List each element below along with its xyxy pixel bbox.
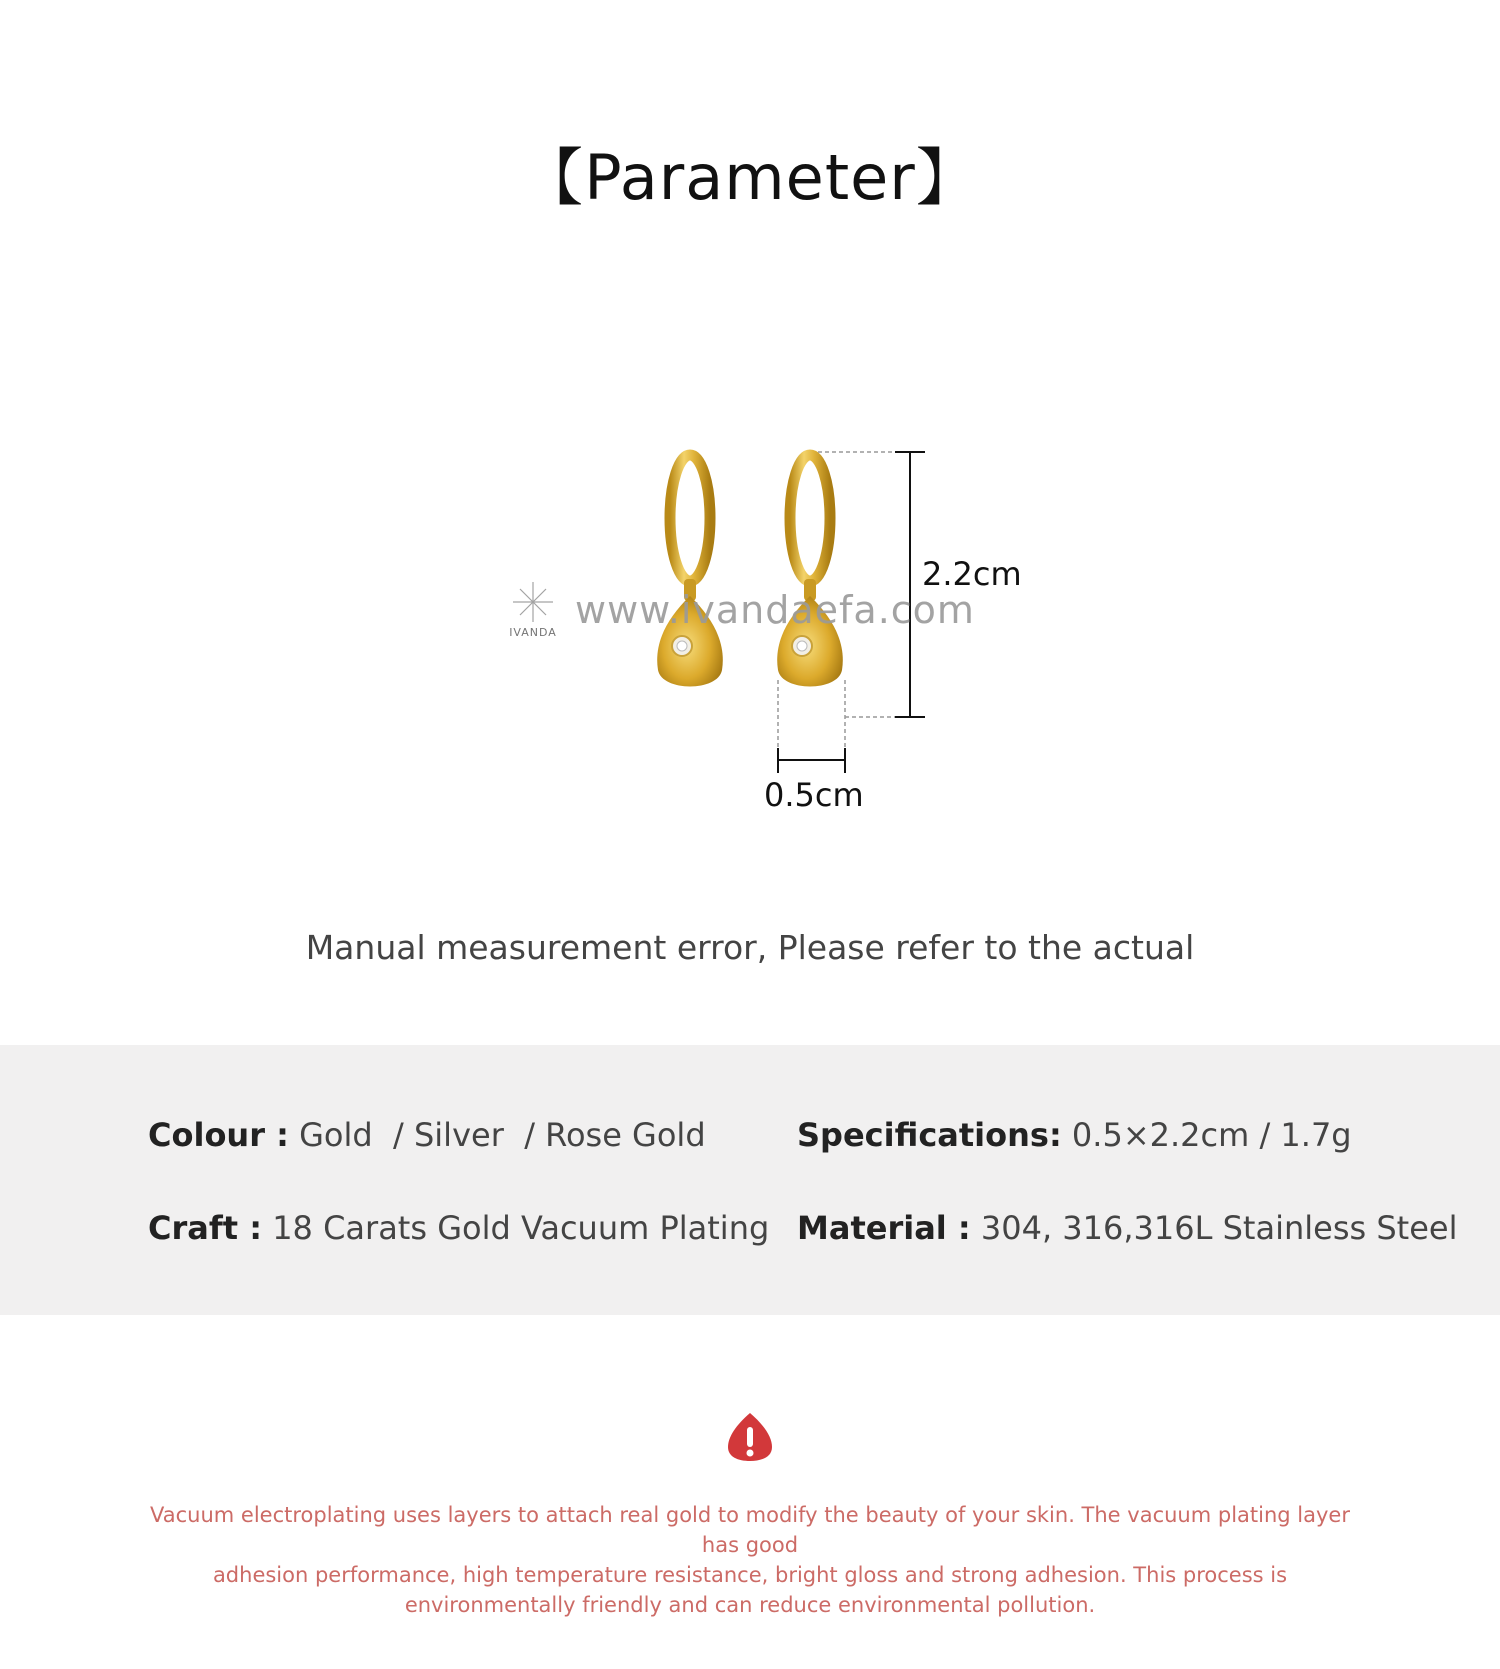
left-earring xyxy=(657,455,723,687)
exclamation-icon xyxy=(726,1411,774,1463)
width-label: 0.5cm xyxy=(764,776,864,814)
spec-specifications-label: Specifications: xyxy=(797,1116,1062,1154)
right-earring xyxy=(777,455,843,687)
spec-craft xyxy=(148,1209,769,1247)
spec-colour xyxy=(148,1116,706,1154)
spec-colour-value: Gold / Silver / Rose Gold xyxy=(299,1116,706,1154)
spec-material-value: 304, 316,316L Stainless Steel xyxy=(980,1209,1458,1247)
spec-specifications xyxy=(797,1116,1352,1154)
warning-line-2: adhesion performance, high temperature resistance, bright gloss and strong adhesion. This process is xyxy=(212,1563,1288,1587)
spec-craft-value: 18 Carats Gold Vacuum Plating xyxy=(272,1209,770,1247)
warning-text xyxy=(150,1500,1350,1620)
spec-craft-label: Craft : xyxy=(148,1209,263,1247)
warning-line-3: environmentally friendly and can reduce environmental pollution. xyxy=(404,1593,1096,1617)
watermark xyxy=(505,580,975,639)
spec-material-label: Material : xyxy=(797,1209,971,1247)
specs-panel xyxy=(0,1045,1500,1315)
measurement-note: Manual measurement error, Please refer to the actual xyxy=(305,928,1195,967)
width-measure xyxy=(778,748,845,773)
height-label: 2.2cm xyxy=(922,555,1022,593)
watermark-url: www.ivandaefa.com xyxy=(575,587,975,632)
warning-line-1: Vacuum electroplating uses layers to attach real gold to modify the beauty of your skin. The vacuum plating layer has good xyxy=(150,1503,1350,1557)
spec-specifications-value: 0.5×2.2cm / 1.7g xyxy=(1071,1116,1352,1154)
spec-material xyxy=(797,1209,1457,1247)
brand-logo xyxy=(505,580,561,639)
page-title: 【Parameter】 xyxy=(521,141,979,214)
brand-name: IVANDA xyxy=(509,626,557,639)
spec-colour-label: Colour : xyxy=(148,1116,289,1154)
star-icon xyxy=(511,580,555,624)
